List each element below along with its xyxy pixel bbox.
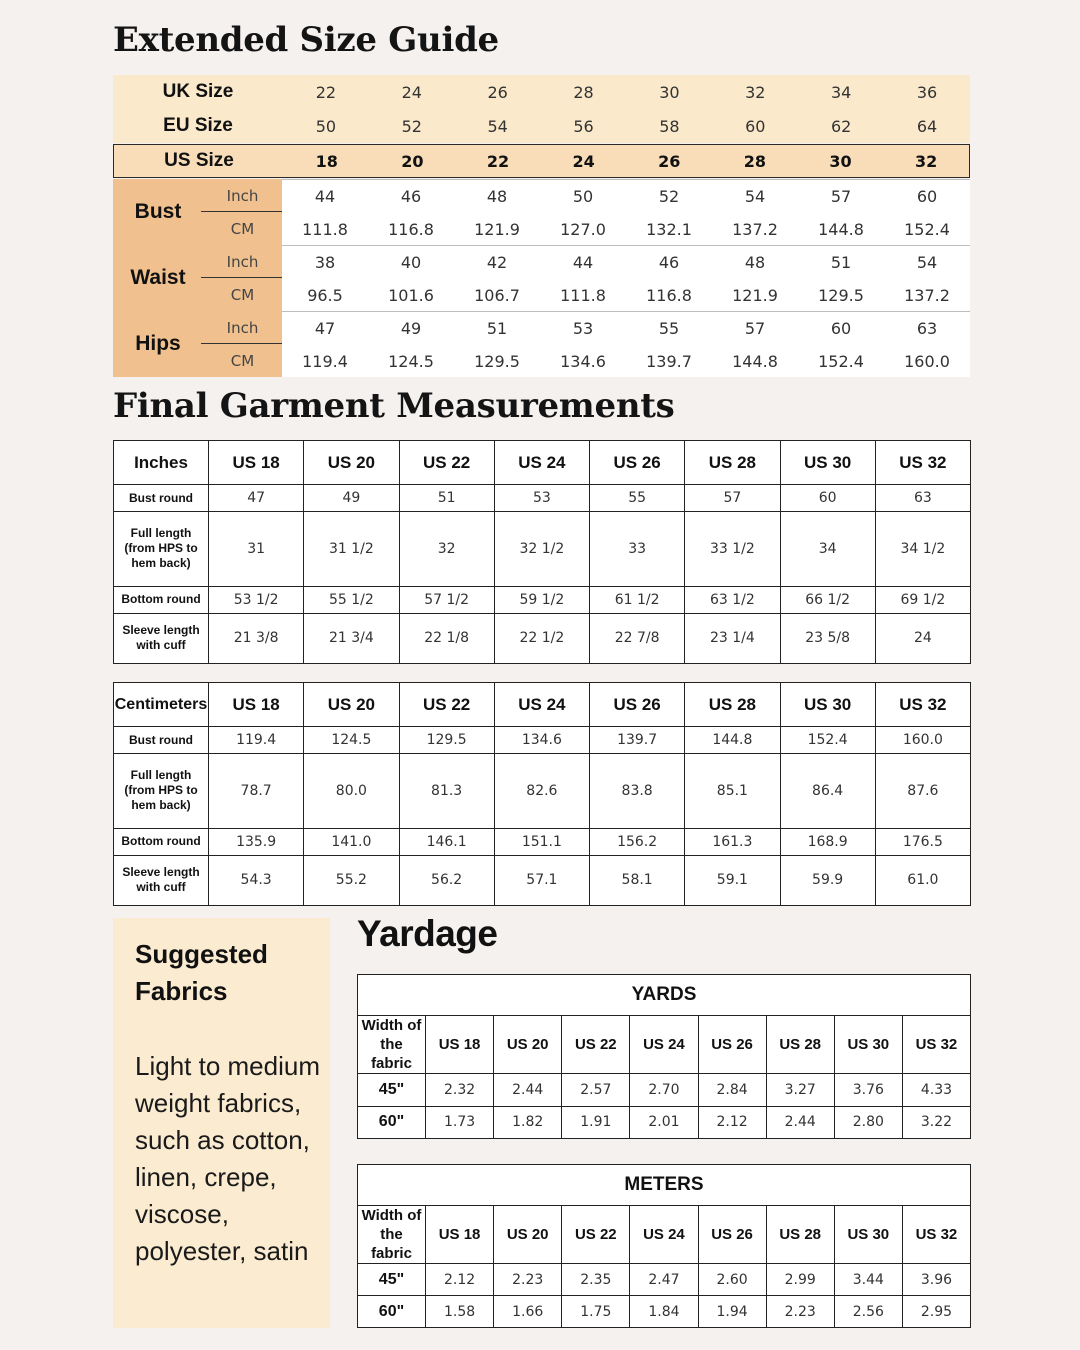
fabrics-title: Suggested Fabrics <box>135 939 268 1006</box>
us-size-label: US Size <box>164 150 234 171</box>
eu-size-value: 54 <box>487 116 508 136</box>
value-cell: 55 1/2 <box>304 586 399 613</box>
value-cell: 33 <box>590 512 685 586</box>
value-cell: 69 1/2 <box>875 586 970 613</box>
value-cell: 146.1 <box>399 828 494 855</box>
uk-size-values <box>283 83 970 102</box>
value-cell: 59.9 <box>780 855 875 905</box>
value-cell: 124.5 <box>304 727 399 754</box>
size-header: US 18 <box>209 683 304 727</box>
value-cell: 54.3 <box>209 855 304 905</box>
value-cell: 55 <box>658 318 680 338</box>
value-cell: 63 1/2 <box>685 586 780 613</box>
table-row <box>114 754 971 828</box>
us-size-value: 24 <box>572 151 595 171</box>
size-header: US 30 <box>780 683 875 727</box>
size-header: US 18 <box>426 1016 494 1074</box>
value-cell: 2.99 <box>766 1264 834 1296</box>
yardage-title: Yardage <box>357 913 498 954</box>
value-cell: 82.6 <box>494 754 589 828</box>
value-cell: 34 <box>780 512 875 586</box>
value-cell: 132.1 <box>646 219 692 239</box>
garment-cm-table <box>113 682 971 906</box>
size-header: US 24 <box>494 683 589 727</box>
bust-group <box>113 179 970 245</box>
fabric-width: 45" <box>358 1074 426 1107</box>
hips-group <box>113 311 970 377</box>
size-header: US 28 <box>766 1206 834 1264</box>
value-cell: 22 1/8 <box>399 613 494 663</box>
value-cell: 3.96 <box>902 1264 970 1296</box>
value-cell: 119.4 <box>209 727 304 754</box>
value-cell: 59 1/2 <box>494 586 589 613</box>
value-cell: 139.7 <box>646 351 692 371</box>
value-cell: 152.4 <box>780 727 875 754</box>
value-cell: 168.9 <box>780 828 875 855</box>
size-header: US 26 <box>698 1016 766 1074</box>
value-cell: 78.7 <box>209 754 304 828</box>
width-of-fabric-label: Width of the fabric <box>358 1206 426 1264</box>
waist-label: Waist <box>130 266 186 289</box>
value-cell: 66 1/2 <box>780 586 875 613</box>
value-cell: 23 1/4 <box>685 613 780 663</box>
cm-label: CM <box>230 351 255 370</box>
value-cell: 81.3 <box>399 754 494 828</box>
value-cell: 144.8 <box>685 727 780 754</box>
value-cell: 22 1/2 <box>494 613 589 663</box>
waist-inch-row <box>282 246 970 278</box>
value-cell: 144.8 <box>732 351 778 371</box>
fabrics-text: Light to medium weight fabrics, such as cotton, linen, crepe, viscose, polyester, satin <box>135 1051 320 1266</box>
size-header: US 32 <box>875 683 970 727</box>
inch-label: Inch <box>226 318 259 337</box>
size-header: US 28 <box>685 683 780 727</box>
waist-cm-row <box>282 278 970 312</box>
size-header: US 28 <box>685 441 780 485</box>
table-row <box>114 512 971 586</box>
value-cell: 57 <box>685 485 780 512</box>
value-cell: 51 <box>830 252 852 272</box>
value-cell: 3.76 <box>834 1074 902 1107</box>
size-header: US 18 <box>426 1206 494 1264</box>
value-cell: 58.1 <box>590 855 685 905</box>
size-header: US 24 <box>494 441 589 485</box>
bust-label: Bust <box>134 200 182 223</box>
eu-size-value: 60 <box>745 116 766 136</box>
row-label: Full length (from HPS to hem back) <box>114 512 209 586</box>
cm-label: CM <box>230 219 255 238</box>
value-cell: 2.70 <box>630 1074 698 1107</box>
us-size-value: 30 <box>829 151 852 171</box>
value-cell: 2.32 <box>426 1074 494 1107</box>
value-cell: 2.23 <box>766 1296 834 1328</box>
value-cell: 61.0 <box>875 855 970 905</box>
uk-size-value: 34 <box>831 82 852 102</box>
value-cell: 2.44 <box>494 1074 562 1107</box>
value-cell: 57 <box>830 186 852 206</box>
size-guide-title: Extended Size Guide <box>113 20 499 60</box>
value-cell: 85.1 <box>685 754 780 828</box>
inch-label: Inch <box>226 252 259 271</box>
value-cell: 60 <box>780 485 875 512</box>
hips-cm-row <box>282 344 970 378</box>
value-cell: 38 <box>314 252 336 272</box>
value-cell: 1.75 <box>562 1296 630 1328</box>
value-cell: 44 <box>572 252 594 272</box>
eu-size-value: 58 <box>659 116 680 136</box>
value-cell: 111.8 <box>560 285 606 305</box>
row-label: Bottom round <box>114 586 209 613</box>
value-cell: 124.5 <box>388 351 434 371</box>
value-cell: 160.0 <box>875 727 970 754</box>
size-header: US 24 <box>630 1016 698 1074</box>
value-cell: 63 <box>875 485 970 512</box>
value-cell: 87.6 <box>875 754 970 828</box>
uk-size-row <box>113 75 970 109</box>
cm-label: CM <box>230 285 255 304</box>
value-cell: 116.8 <box>646 285 692 305</box>
table-row <box>114 613 971 663</box>
size-header: US 32 <box>902 1206 970 1264</box>
value-cell: 55.2 <box>304 855 399 905</box>
value-cell: 2.01 <box>630 1106 698 1139</box>
value-cell: 101.6 <box>388 285 434 305</box>
meters-table <box>357 1164 971 1328</box>
value-cell: 53 1/2 <box>209 586 304 613</box>
value-cell: 55 <box>590 485 685 512</box>
size-header: US 20 <box>304 683 399 727</box>
eu-size-value: 50 <box>315 116 337 136</box>
centimeters-header: Centimeters <box>114 683 209 727</box>
value-cell: 48 <box>486 186 508 206</box>
value-cell: 32 1/2 <box>494 512 589 586</box>
size-header: US 24 <box>630 1206 698 1264</box>
value-cell: 60 <box>830 318 852 338</box>
table-row <box>358 1296 971 1328</box>
value-cell: 176.5 <box>875 828 970 855</box>
value-cell: 47 <box>314 318 336 338</box>
value-cell: 135.9 <box>209 828 304 855</box>
value-cell: 21 3/8 <box>209 613 304 663</box>
us-size-value: 32 <box>915 151 938 171</box>
uk-size-label: UK Size <box>162 81 234 102</box>
width-of-fabric-label: Width of the fabric <box>358 1016 426 1074</box>
value-cell: 3.44 <box>834 1264 902 1296</box>
value-cell: 1.58 <box>426 1296 494 1328</box>
size-header: US 26 <box>698 1206 766 1264</box>
yards-caption: YARDS <box>358 975 971 1016</box>
size-header: US 22 <box>562 1206 630 1264</box>
value-cell: 44 <box>314 186 336 206</box>
hips-values <box>282 311 970 377</box>
value-cell: 60 <box>916 186 938 206</box>
value-cell: 50 <box>572 186 594 206</box>
us-size-value: 28 <box>743 151 767 171</box>
value-cell: 4.33 <box>902 1074 970 1107</box>
eu-size-value: 64 <box>916 116 938 136</box>
value-cell: 152.4 <box>818 351 864 371</box>
value-cell: 119.4 <box>302 351 348 371</box>
size-header: US 30 <box>834 1206 902 1264</box>
us-size-value: 26 <box>658 151 681 171</box>
value-cell: 48 <box>744 252 766 272</box>
value-cell: 80.0 <box>304 754 399 828</box>
value-cell: 49 <box>304 485 399 512</box>
table-row <box>114 485 971 512</box>
row-label: Bust round <box>114 727 209 754</box>
value-cell: 53 <box>572 318 594 338</box>
value-cell: 1.91 <box>562 1106 630 1139</box>
eu-size-label: EU Size <box>163 115 233 136</box>
us-size-value: 18 <box>315 151 338 171</box>
value-cell: 57.1 <box>494 855 589 905</box>
value-cell: 139.7 <box>590 727 685 754</box>
eu-size-value: 62 <box>831 116 852 136</box>
value-cell: 2.35 <box>562 1264 630 1296</box>
value-cell: 129.5 <box>399 727 494 754</box>
value-cell: 106.7 <box>474 285 520 305</box>
value-cell: 2.12 <box>426 1264 494 1296</box>
size-header: US 22 <box>399 683 494 727</box>
value-cell: 42 <box>486 252 508 272</box>
value-cell: 2.84 <box>698 1074 766 1107</box>
uk-size-value: 24 <box>401 82 422 102</box>
value-cell: 137.2 <box>732 219 778 239</box>
row-label: Bottom round <box>114 828 209 855</box>
value-cell: 116.8 <box>388 219 434 239</box>
value-cell: 2.95 <box>902 1296 970 1328</box>
table-row <box>114 828 971 855</box>
value-cell: 161.3 <box>685 828 780 855</box>
eu-size-values <box>283 117 970 136</box>
value-cell: 46 <box>400 186 422 206</box>
suggested-fabrics-panel <box>113 918 330 1328</box>
eu-size-value: 56 <box>573 116 594 136</box>
hips-label: Hips <box>135 332 181 355</box>
us-size-value: 22 <box>486 151 510 171</box>
fabric-width: 60" <box>358 1106 426 1139</box>
value-cell: 2.12 <box>698 1106 766 1139</box>
value-cell: 2.60 <box>698 1264 766 1296</box>
uk-size-value: 28 <box>573 82 594 102</box>
value-cell: 121.9 <box>474 219 520 239</box>
size-header: US 20 <box>304 441 399 485</box>
waist-group <box>113 245 970 311</box>
value-cell: 33 1/2 <box>685 512 780 586</box>
value-cell: 57 1/2 <box>399 586 494 613</box>
inches-header: Inches <box>114 441 209 485</box>
value-cell: 61 1/2 <box>590 586 685 613</box>
row-label: Bust round <box>114 485 209 512</box>
value-cell: 96.5 <box>307 285 343 305</box>
row-label: Sleeve length with cuff <box>114 613 209 663</box>
fabric-width: 60" <box>358 1296 426 1328</box>
value-cell: 3.22 <box>902 1106 970 1139</box>
value-cell: 2.56 <box>834 1296 902 1328</box>
value-cell: 121.9 <box>732 285 778 305</box>
value-cell: 144.8 <box>818 219 864 239</box>
value-cell: 59.1 <box>685 855 780 905</box>
table-row <box>358 1264 971 1296</box>
value-cell: 86.4 <box>780 754 875 828</box>
uk-size-value: 32 <box>745 82 766 102</box>
size-header: US 20 <box>494 1016 562 1074</box>
table-row <box>114 586 971 613</box>
uk-size-value: 22 <box>315 82 337 102</box>
value-cell: 52 <box>658 186 680 206</box>
us-size-row <box>113 144 970 178</box>
value-cell: 49 <box>400 318 422 338</box>
value-cell: 51 <box>486 318 508 338</box>
uk-size-value: 26 <box>487 82 508 102</box>
value-cell: 3.27 <box>766 1074 834 1107</box>
value-cell: 127.0 <box>560 219 606 239</box>
value-cell: 1.66 <box>494 1296 562 1328</box>
uk-size-value: 30 <box>659 82 680 102</box>
value-cell: 57 <box>744 318 766 338</box>
bust-inch-row <box>282 180 970 212</box>
table-row <box>358 1106 971 1139</box>
us-size-values <box>284 152 969 171</box>
value-cell: 32 <box>399 512 494 586</box>
value-cell: 2.23 <box>494 1264 562 1296</box>
value-cell: 51 <box>399 485 494 512</box>
table-row <box>114 727 971 754</box>
waist-values <box>282 245 970 311</box>
table-row <box>358 1074 971 1107</box>
value-cell: 2.80 <box>834 1106 902 1139</box>
bust-cm-row <box>282 212 970 246</box>
garment-inches-table <box>113 440 971 664</box>
value-cell: 129.5 <box>474 351 520 371</box>
value-cell: 22 7/8 <box>590 613 685 663</box>
size-header: US 22 <box>562 1016 630 1074</box>
value-cell: 24 <box>875 613 970 663</box>
value-cell: 1.73 <box>426 1106 494 1139</box>
value-cell: 23 5/8 <box>780 613 875 663</box>
size-header: US 26 <box>590 441 685 485</box>
value-cell: 2.57 <box>562 1074 630 1107</box>
row-label: Full length (from HPS to hem back) <box>114 754 209 828</box>
meters-caption: METERS <box>358 1165 971 1206</box>
value-cell: 83.8 <box>590 754 685 828</box>
value-cell: 1.94 <box>698 1296 766 1328</box>
size-header: US 32 <box>902 1016 970 1074</box>
hips-inch-row <box>282 312 970 344</box>
value-cell: 34 1/2 <box>875 512 970 586</box>
value-cell: 134.6 <box>560 351 606 371</box>
value-cell: 1.84 <box>630 1296 698 1328</box>
size-header: US 30 <box>780 441 875 485</box>
value-cell: 1.82 <box>494 1106 562 1139</box>
value-cell: 21 3/4 <box>304 613 399 663</box>
garment-title: Final Garment Measurements <box>113 386 675 426</box>
value-cell: 53 <box>494 485 589 512</box>
value-cell: 137.2 <box>904 285 950 305</box>
inch-label: Inch <box>226 186 259 205</box>
size-header: US 28 <box>766 1016 834 1074</box>
size-header: US 26 <box>590 683 685 727</box>
value-cell: 63 <box>916 318 938 338</box>
eu-size-value: 52 <box>401 116 422 136</box>
bust-values <box>282 179 970 245</box>
value-cell: 152.4 <box>904 219 950 239</box>
value-cell: 54 <box>744 186 766 206</box>
row-label: Sleeve length with cuff <box>114 855 209 905</box>
value-cell: 2.44 <box>766 1106 834 1139</box>
value-cell: 156.2 <box>590 828 685 855</box>
value-cell: 134.6 <box>494 727 589 754</box>
size-header: US 20 <box>494 1206 562 1264</box>
value-cell: 151.1 <box>494 828 589 855</box>
value-cell: 111.8 <box>302 219 348 239</box>
table-row <box>114 855 971 905</box>
value-cell: 31 1/2 <box>304 512 399 586</box>
value-cell: 141.0 <box>304 828 399 855</box>
value-cell: 56.2 <box>399 855 494 905</box>
value-cell: 31 <box>209 512 304 586</box>
us-size-value: 20 <box>401 151 424 171</box>
uk-size-value: 36 <box>916 82 938 102</box>
eu-size-row <box>113 109 970 143</box>
value-cell: 46 <box>658 252 680 272</box>
size-header: US 30 <box>834 1016 902 1074</box>
size-header: US 32 <box>875 441 970 485</box>
value-cell: 47 <box>209 485 304 512</box>
value-cell: 160.0 <box>904 351 950 371</box>
size-header: US 18 <box>209 441 304 485</box>
yards-table <box>357 974 971 1139</box>
fabric-width: 45" <box>358 1264 426 1296</box>
value-cell: 54 <box>916 252 938 272</box>
value-cell: 2.47 <box>630 1264 698 1296</box>
value-cell: 40 <box>400 252 422 272</box>
value-cell: 129.5 <box>818 285 864 305</box>
size-header: US 22 <box>399 441 494 485</box>
